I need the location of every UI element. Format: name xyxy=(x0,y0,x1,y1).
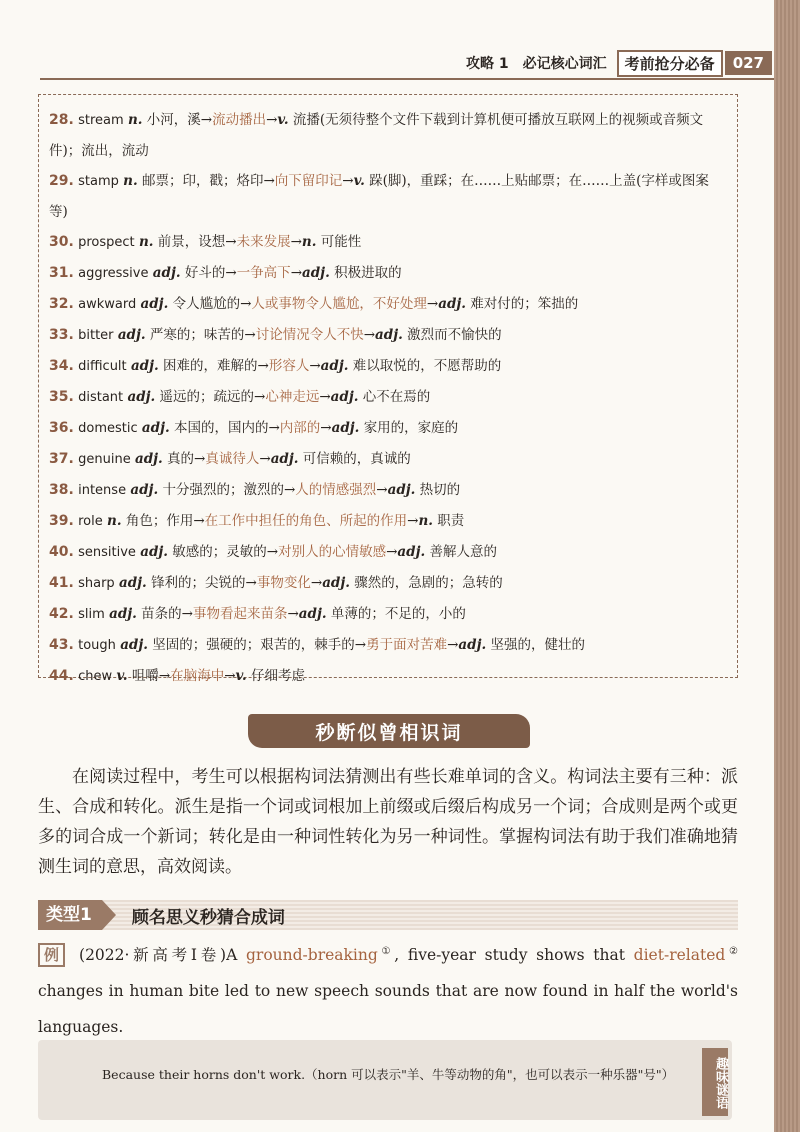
riddle-tag: 趣味谜语 xyxy=(702,1048,728,1116)
vocab-item xyxy=(49,413,727,444)
vocab-pos-extended: adj. xyxy=(270,451,299,467)
vocab-pos-extended: v. xyxy=(235,668,247,684)
arrow-icon: → xyxy=(309,358,321,374)
vocab-list xyxy=(38,94,738,684)
vocab-definition: 严寒的；味苦的→ xyxy=(149,327,256,343)
vocab-hint: 勇于面对苦难 xyxy=(366,637,448,653)
arrow-icon: → xyxy=(224,668,236,684)
vocab-pos-extended: adj. xyxy=(438,296,466,312)
vocab-word: stream xyxy=(78,113,124,128)
vocab-item xyxy=(49,661,727,692)
vocab-extended-meaning: 可能性 xyxy=(320,234,362,250)
arrow-icon: → xyxy=(386,544,398,560)
vocab-definition: 咀嚼→ xyxy=(131,668,171,684)
vocab-hint: 心神走远 xyxy=(265,389,320,405)
vocab-hint: 形容人 xyxy=(268,358,310,374)
vocab-extended-meaning: 善解人意的 xyxy=(429,544,497,560)
vocab-item xyxy=(49,630,727,661)
example-badge: 例 xyxy=(38,943,65,967)
vocab-extended-meaning: 流播(无须待整个文件下载到计算机便可播放互联网上的视频或音频文件)；流出，流动 xyxy=(49,112,704,159)
vocab-word: prospect xyxy=(78,235,135,250)
vocab-pos: n. xyxy=(127,112,143,128)
vocab-word: genuine xyxy=(78,452,131,467)
vocab-item xyxy=(49,599,727,630)
vocab-pos: adj. xyxy=(130,358,159,374)
example-block xyxy=(38,934,738,1045)
header-rule xyxy=(40,78,774,80)
vocab-pos: adj. xyxy=(109,606,137,622)
vocab-number: 40. xyxy=(49,544,74,560)
vocab-pos: v. xyxy=(116,668,128,684)
vocab-number: 42. xyxy=(49,606,74,622)
vocab-definition: 遥远的；疏远的→ xyxy=(159,389,266,405)
vocab-word: sharp xyxy=(78,576,115,591)
vocab-pos: adj. xyxy=(140,544,168,560)
vocab-extended-meaning: 仔细考虑 xyxy=(251,668,306,684)
vocab-item xyxy=(49,227,727,258)
vocab-extended-meaning: 心不在焉的 xyxy=(362,389,431,405)
vocab-hint: 内部的 xyxy=(279,420,321,436)
vocab-hint: 在脑海中 xyxy=(170,668,225,684)
vocab-pos-extended: adj. xyxy=(330,389,359,405)
vocab-pos: adj. xyxy=(127,389,156,405)
example-text-a: A xyxy=(226,946,246,965)
vocab-number: 29. xyxy=(49,173,74,189)
vocab-word: stamp xyxy=(78,174,119,189)
vocab-pos: adj. xyxy=(134,451,163,467)
vocab-definition: 角色；作用→ xyxy=(125,513,205,529)
vocab-word: slim xyxy=(78,607,105,622)
vocab-definition: 好斗的→ xyxy=(184,265,237,281)
vocab-definition: 敏感的；灵敏的→ xyxy=(172,544,279,560)
vocab-pos-extended: adj. xyxy=(320,358,349,374)
arrow-icon: → xyxy=(290,265,302,281)
vocab-number: 44. xyxy=(49,668,74,684)
vocab-definition: 令人尴尬的→ xyxy=(172,296,252,312)
example-highlight-1: ground-breaking xyxy=(245,946,378,965)
vocab-pos: adj. xyxy=(120,637,148,653)
vocab-number: 35. xyxy=(49,389,74,405)
arrow-icon: → xyxy=(310,575,323,591)
vocab-word: bitter xyxy=(78,328,114,343)
intro-paragraph: 在阅读过程中，考生可以根据构词法猜测出有些长难单词的含义。构词法主要有三种：派生、合成和转化。派生是指一个词或词根加上前缀或后缀后构成另一个词；合成则是两个或更多的词合成一个新词；转化是由一种词性转化为另一种词性。掌握构词法有助于我们准确地猜测生词的意思，高效阅读。 xyxy=(38,767,738,877)
arrow-icon: → xyxy=(342,173,354,189)
header-section: 攻略 1 必记核心词汇 xyxy=(466,56,607,72)
vocab-word: difficult xyxy=(78,359,127,374)
riddle-box xyxy=(38,1040,732,1120)
vocab-number: 28. xyxy=(49,112,74,128)
vocab-item xyxy=(49,444,727,475)
arrow-icon: → xyxy=(426,296,439,312)
vocab-word: domestic xyxy=(78,421,138,436)
vocab-definition: 困难的，难解的→ xyxy=(163,358,269,374)
vocab-hint: 向下留印记 xyxy=(274,173,343,189)
vocab-item xyxy=(49,105,727,166)
vocab-number: 30. xyxy=(49,234,74,250)
vocab-extended-meaning: 难以取悦的，不愿帮助的 xyxy=(352,358,502,374)
type-heading xyxy=(38,900,738,930)
vocab-pos-extended: adj. xyxy=(322,575,350,591)
vocab-hint: 流动播出 xyxy=(212,112,267,128)
arrow-icon: → xyxy=(363,327,376,343)
vocab-pos: n. xyxy=(138,234,154,250)
vocab-definition: 苗条的→ xyxy=(141,606,193,622)
vocab-word: aggressive xyxy=(78,266,149,281)
vocab-word: sensitive xyxy=(78,545,136,560)
vocab-number: 41. xyxy=(49,575,74,591)
vocab-hint: 人的情感强烈 xyxy=(295,482,377,498)
vocab-number: 38. xyxy=(49,482,74,498)
vocab-hint: 讨论情况令人不快 xyxy=(255,327,364,343)
vocab-pos-extended: adj. xyxy=(458,637,487,653)
footnote-marker-1: ① xyxy=(377,946,395,957)
vocab-word: tough xyxy=(78,638,116,653)
vocab-word: distant xyxy=(78,390,124,405)
arrow-icon: → xyxy=(259,451,271,467)
vocab-pos-extended: n. xyxy=(418,513,433,529)
arrow-icon: → xyxy=(407,513,419,529)
vocab-hint: 未来发展 xyxy=(236,234,291,250)
example-source: (2022·新高考Ⅰ卷) xyxy=(79,946,227,965)
vocab-item xyxy=(49,258,727,289)
header-label: 考前抢分必备 xyxy=(617,50,723,77)
vocab-extended-meaning: 积极进取的 xyxy=(334,265,402,281)
vocab-word: chew xyxy=(78,669,113,684)
arrow-icon: → xyxy=(287,606,299,622)
vocab-hint: 对别人的心情敏感 xyxy=(278,544,387,560)
vocab-definition: 真的→ xyxy=(167,451,206,467)
riddle-text: Because their horns don't work.（horn 可以表示"羊、牛等动物的角"，也可以表示一种乐器"号"） xyxy=(102,1067,675,1082)
vocab-item xyxy=(49,320,727,351)
vocab-item xyxy=(49,382,727,413)
banner-title: 秒断似曾相识词 xyxy=(315,721,463,744)
vocab-hint: 事物变化 xyxy=(256,575,311,591)
footnote-marker-2: ② xyxy=(725,946,739,957)
page-edge-strip xyxy=(774,0,800,1132)
vocab-definition: 前景，设想→ xyxy=(157,234,237,250)
vocab-item xyxy=(49,506,727,537)
vocab-item xyxy=(49,568,727,599)
vocab-pos: adj. xyxy=(118,575,147,591)
type-tag: 类型1 xyxy=(38,900,102,930)
vocab-number: 36. xyxy=(49,420,74,436)
chevron-right-icon xyxy=(102,900,116,930)
vocab-word: role xyxy=(78,514,103,529)
vocab-extended-meaning: 跺(脚)，重踩；在……上贴邮票；在……上盖(字样或图案等) xyxy=(49,173,709,220)
vocab-number: 31. xyxy=(49,265,74,281)
vocab-extended-meaning: 激烈而不愉快的 xyxy=(407,327,502,343)
vocab-pos-extended: v. xyxy=(353,173,365,189)
vocab-definition: 本国的，国内的→ xyxy=(173,420,280,436)
vocab-item xyxy=(49,289,727,320)
vocab-hint: 在工作中担任的角色、所起的作用 xyxy=(204,513,408,529)
vocab-word: intense xyxy=(78,483,127,498)
arrow-icon: → xyxy=(376,482,388,498)
example-text-c: changes in human bite led to new speech sounds that are now found in half the world's languages. xyxy=(38,982,738,1037)
vocab-extended-meaning: 难对付的；笨拙的 xyxy=(470,296,579,312)
vocab-pos: adj. xyxy=(140,296,169,312)
vocab-item xyxy=(49,537,727,568)
vocab-hint: 真诚待人 xyxy=(205,451,260,467)
vocab-definition: 十分强烈的；激烈的→ xyxy=(162,482,296,498)
vocab-pos-extended: adj. xyxy=(298,606,327,622)
vocab-pos-extended: adj. xyxy=(331,420,360,436)
vocab-number: 39. xyxy=(49,513,74,529)
vocab-extended-meaning: 单薄的；不足的，小的 xyxy=(330,606,466,622)
vocab-extended-meaning: 可信赖的，真诚的 xyxy=(302,451,411,467)
vocab-pos: adj. xyxy=(141,420,170,436)
vocab-pos-extended: adj. xyxy=(302,265,330,281)
vocab-hint: 人或事物令人尴尬，不好处理 xyxy=(251,296,427,312)
vocab-number: 43. xyxy=(49,637,74,653)
vocab-item xyxy=(49,475,727,506)
vocab-definition: 邮票；印，戳；烙印→ xyxy=(141,173,275,189)
vocab-extended-meaning: 家用的，家庭的 xyxy=(363,420,459,436)
arrow-icon: → xyxy=(447,637,459,653)
page-header xyxy=(420,48,772,78)
section-banner xyxy=(248,714,530,748)
arrow-icon: → xyxy=(319,389,331,405)
vocab-extended-meaning: 职责 xyxy=(437,513,465,529)
vocab-pos: adj. xyxy=(117,327,146,343)
type-title: 顾名思义秒猜合成词 xyxy=(131,907,285,928)
vocab-extended-meaning: 热切的 xyxy=(419,482,461,498)
arrow-icon: → xyxy=(266,112,278,128)
vocab-definition: 坚固的；强硬的；艰苦的，棘手的→ xyxy=(152,637,367,653)
vocab-pos: adj. xyxy=(152,265,181,281)
arrow-icon: → xyxy=(290,234,302,250)
vocab-pos-extended: n. xyxy=(301,234,317,250)
vocab-hint: 事物看起来苗条 xyxy=(192,606,288,622)
vocab-word: awkward xyxy=(78,297,137,312)
vocab-definition: 锋利的；尖锐的→ xyxy=(151,575,257,591)
vocab-hint: 一争高下 xyxy=(236,265,291,281)
example-text-b: , five-year study shows that xyxy=(394,946,634,965)
vocab-item xyxy=(49,166,727,227)
vocab-number: 34. xyxy=(49,358,74,374)
vocab-pos: adj. xyxy=(130,482,159,498)
vocab-number: 37. xyxy=(49,451,74,467)
vocab-extended-meaning: 坚强的，健壮的 xyxy=(490,637,585,653)
vocab-pos: n. xyxy=(123,173,138,189)
vocab-pos: n. xyxy=(107,513,122,529)
example-highlight-2: diet-related xyxy=(633,946,726,965)
vocab-pos-extended: adj. xyxy=(375,327,403,343)
vocab-number: 33. xyxy=(49,327,74,343)
vocab-pos-extended: v. xyxy=(277,112,289,128)
vocab-definition: 小河，溪→ xyxy=(146,112,213,128)
page-number: 027 xyxy=(725,51,772,75)
vocab-extended-meaning: 骤然的，急剧的；急转的 xyxy=(354,575,503,591)
vocab-pos-extended: adj. xyxy=(397,544,426,560)
vocab-pos-extended: adj. xyxy=(387,482,416,498)
vocab-number: 32. xyxy=(49,296,74,312)
vocab-item xyxy=(49,351,727,382)
arrow-icon: → xyxy=(320,420,332,436)
